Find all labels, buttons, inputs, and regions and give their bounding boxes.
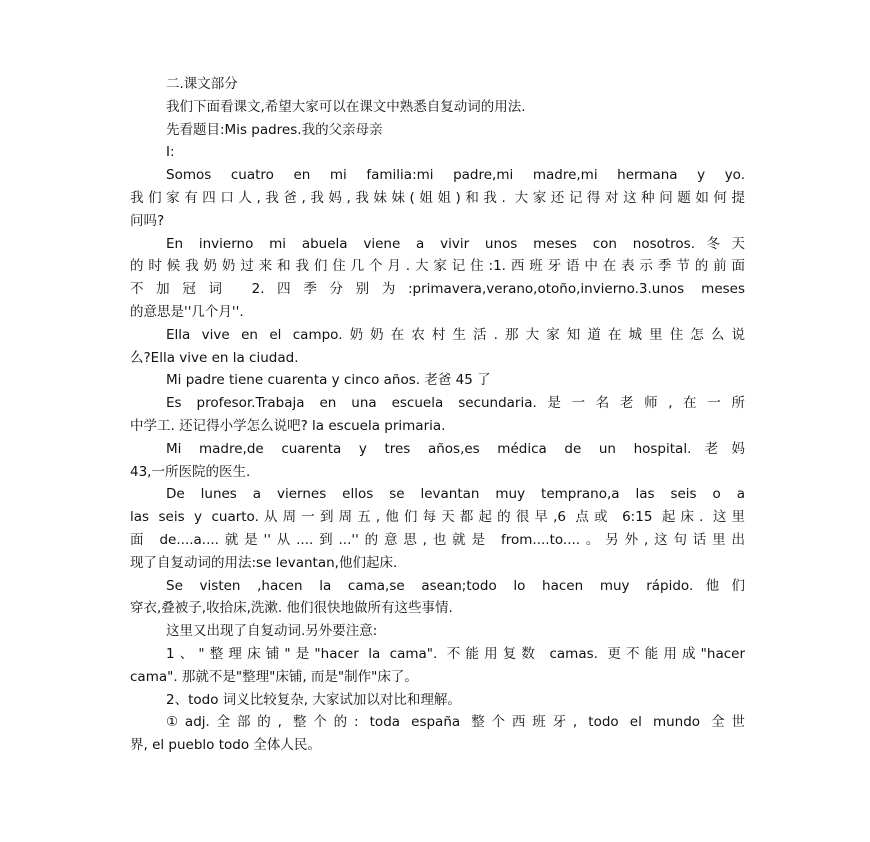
text-line: Somos cuatro en mi familia:mi padre,mi madre,mi hermana y yo.	[166, 167, 745, 184]
text-line: Ella vive en el campo.奶奶在农村生活.那大家知道在城里住怎么说	[166, 326, 745, 343]
text-line: 我们家有四口人,我爸,我妈,我妹妹(姐姐)和我. 大家还记得对这种问题如何提	[130, 189, 745, 206]
paragraph	[130, 575, 745, 621]
text-line: 1、"整理床铺"是"hacer la cama". 不能用复数 camas. 更不能用成"hacer	[166, 645, 745, 662]
paragraph	[130, 233, 745, 324]
paragraph	[130, 689, 745, 712]
text-line: 这里又出现了自复动词.另外要注意:	[166, 623, 378, 640]
paragraph	[130, 96, 745, 119]
text-line: 我们下面看课文,希望大家可以在课文中熟悉自复动词的用法.	[166, 98, 526, 115]
text-line: 43,一所医院的医生.	[130, 463, 251, 480]
text-line: ①adj.全部的, 整个的: toda españa 整个西班牙, todo el mundo 全世	[166, 714, 745, 731]
text-line: 先看题目:Mis padres.我的父亲母亲	[166, 121, 383, 138]
paragraph	[130, 438, 745, 484]
text-line: De lunes a viernes ellos se levantan muy temprano,a las seis o a	[166, 486, 745, 503]
paragraph	[130, 392, 745, 438]
paragraph	[130, 643, 745, 689]
text-line: 穿衣,叠被子,收拾床,洗漱. 他们很快地做所有这些事情.	[130, 600, 453, 617]
text-line: 问吗?	[130, 212, 165, 229]
paragraph	[130, 620, 745, 643]
paragraph	[130, 119, 745, 142]
text-line: 界, el pueblo todo 全体人民。	[130, 737, 321, 754]
paragraph	[130, 483, 745, 574]
text-line: I:	[166, 144, 175, 161]
text-line: 中学工. 还记得小学怎么说吧? la escuela primaria.	[130, 417, 446, 434]
paragraph	[130, 73, 745, 96]
paragraph	[130, 369, 745, 392]
paragraph	[130, 164, 745, 232]
text-line: 么?Ella vive en la ciudad.	[130, 349, 299, 366]
text-line: Es profesor.Trabaja en una escuela secundaria.是一名老师,在一所	[166, 395, 745, 412]
text-line: 的时候我奶奶过来和我们住几个月.大家记住:1.西班牙语中在表示季节的前面	[130, 258, 745, 275]
text-line: 不加冠词 2.四季分别为:primavera,verano,otoño,invierno.3.unos meses	[130, 281, 745, 298]
paragraph	[130, 141, 745, 164]
text-line: las seis y cuarto.从周一到周五,他们每天都起的很早,6 点或 6:15 起床. 这里	[130, 509, 745, 526]
text-line: Se visten ,hacen la cama,se asean;todo lo hacen muy rápido.他们	[166, 577, 745, 594]
text-line: cama". 那就不是"整理"床铺, 而是"制作"床了。	[130, 668, 418, 685]
text-line: 现了自复动词的用法:se levantan,他们起床.	[130, 554, 398, 571]
text-line: Mi madre,de cuarenta y tres años,es médica de un hospital.老妈	[166, 440, 745, 457]
text-line: 二.课文部分	[166, 76, 238, 92]
paragraph	[130, 324, 745, 370]
text-line: 面 de....a....就是''从....到...''的意思,也就是 from....to....。另外,这句话里出	[130, 531, 745, 548]
document-body	[130, 73, 745, 757]
text-line: 的意思是''几个月''.	[130, 303, 244, 320]
text-line: 2、todo 词义比较复杂, 大家试加以对比和理解。	[166, 691, 461, 708]
paragraph	[130, 711, 745, 757]
text-line: Mi padre tiene cuarenta y cinco años. 老爸 45 了	[166, 372, 491, 389]
text-line: En invierno mi abuela viene a vivir unos meses con nosotros.冬天	[166, 235, 745, 252]
